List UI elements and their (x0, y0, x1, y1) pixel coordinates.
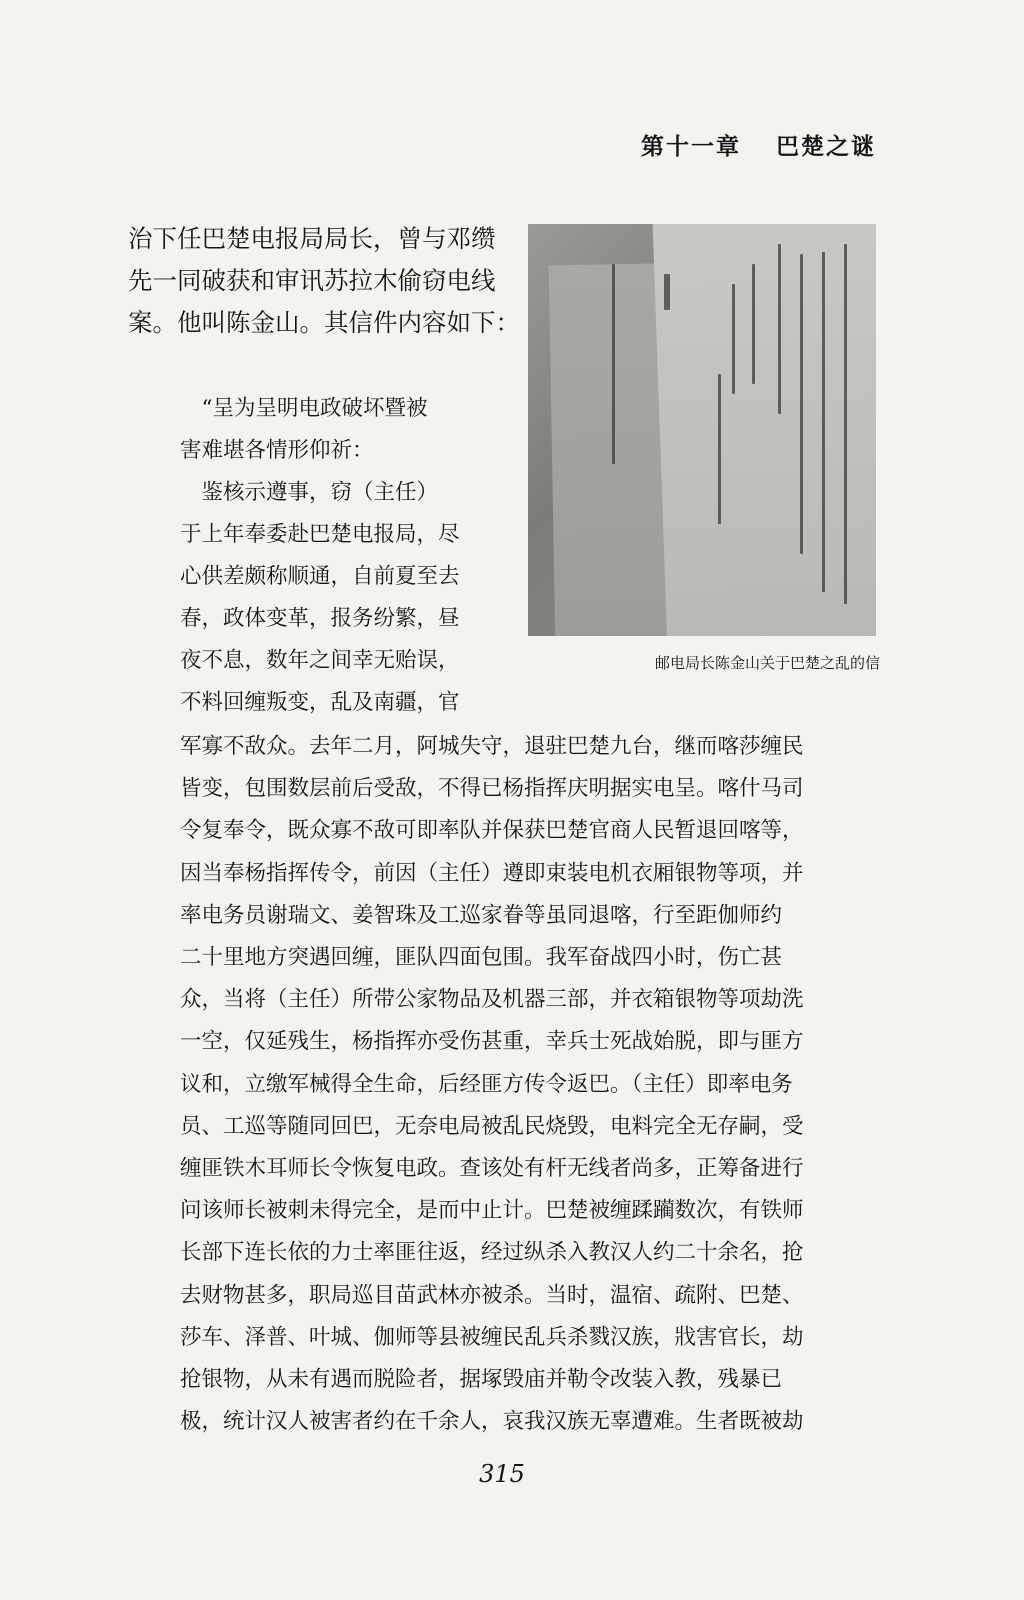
intro-line: 先一同破获和审讯苏拉木偷窃电线 (128, 266, 496, 295)
running-header: 第十一章 巴楚之谜 (640, 134, 876, 160)
body-line: 缠匪铁木耳师长令恢复电政。查该处有杆无线者尚多，正筹备进行 (180, 1156, 804, 1182)
letter-line: 春，政体变革，报务纷繁，昼 (180, 606, 460, 631)
body-line: 皆变，包围数层前后受敌，不得已杨指挥庆明据实电呈。喀什马司 (180, 776, 804, 802)
body-line: 令复奉令，既众寡不敌可即率队并保获巴楚官商人民暂退回喀等， (180, 818, 804, 844)
body-line: 问该师长被刺未得完全，是而中止计。巴楚被缠蹂躏数次，有铁师 (180, 1198, 804, 1224)
handwriting-column (732, 284, 735, 394)
body-line: 抢银物，从未有遇而脱险者，据塚毁庙并勒令改装入教，残暴已 (180, 1367, 783, 1393)
body-line: 因当奉杨指挥传令，前因（主任）遵即束装电机衣厢银物等项，并 (180, 860, 804, 886)
body-line: 议和，立缴军械得全生命，后经匪方传令返巴。（主任）即率电务 (180, 1071, 793, 1097)
body-line: 员、工巡等随同回巴，无奈电局被乱民烧毁，电料完全无存嗣，受 (180, 1113, 804, 1139)
letter-line: 心供差颇称顺通，自前夏至去 (180, 564, 460, 589)
page-number: 315 (479, 1460, 525, 1488)
ink-mark (664, 274, 670, 310)
body-line: 众，当将（主任）所带公家物品及机器三部，并衣箱银物等项劫洗 (180, 987, 804, 1013)
letter-line: 鉴核示遵事，窃（主任） (180, 480, 439, 505)
handwriting-column (822, 252, 825, 592)
handwriting-column (718, 374, 721, 524)
letter-line: 于上年奉委赴巴楚电报局，尽 (180, 522, 460, 547)
handwriting-column (778, 244, 781, 414)
letter-photo (528, 224, 876, 636)
letter-line: “呈为呈明电政破坏暨被 (180, 396, 428, 421)
photo-paper-right (652, 224, 876, 636)
body-line: 二十里地方突遇回缠，匪队四面包围。我军奋战四小时，伤亡甚 (180, 945, 783, 971)
letter-line: 害难堪各情形仰祈： (180, 438, 374, 463)
figure-caption: 邮电局长陈金山关于巴楚之乱的信 (654, 654, 880, 672)
body-line: 一空，仅延残生，杨指挥亦受伤甚重，幸兵士死战始脱，即与匪方 (180, 1029, 804, 1055)
body-line: 去财物甚多，职局巡目苗武林亦被杀。当时，温宿、疏附、巴楚、 (180, 1282, 804, 1308)
intro-line: 案。他叫陈金山。其信件内容如下： (128, 308, 520, 337)
letter-line: 不料回缠叛变，乱及南疆，官 (180, 690, 460, 715)
body-line: 莎车、泽普、叶城、伽师等县被缠民乱兵杀戮汉族，戕害官长，劫 (180, 1324, 804, 1350)
intro-paragraph (128, 218, 520, 344)
handwriting-column (752, 264, 755, 384)
handwriting-column (844, 244, 847, 604)
handwriting-column (800, 254, 803, 554)
letter-line: 夜不息，数年之间幸无贻误， (180, 648, 460, 673)
handwriting-column (612, 264, 615, 464)
body-line: 长部下连长依的力士率匪往返，经过纵杀入教汉人约二十余名，抢 (180, 1240, 804, 1266)
body-paragraph (180, 726, 880, 1443)
intro-line: 治下任巴楚电报局局长，曾与邓缵 (128, 224, 496, 253)
letter-quote-start (180, 388, 510, 724)
body-line: 率电务员谢瑞文、姜智珠及工巡家眷等虽同退喀，行至距伽师约 (180, 902, 783, 928)
body-line: 极，统计汉人被害者约在千余人，哀我汉族无辜遭难。生者既被劫 (180, 1409, 804, 1435)
body-line: 军寡不敌众。去年二月，阿城失守，退驻巴楚九台，继而喀莎缠民 (180, 734, 804, 759)
